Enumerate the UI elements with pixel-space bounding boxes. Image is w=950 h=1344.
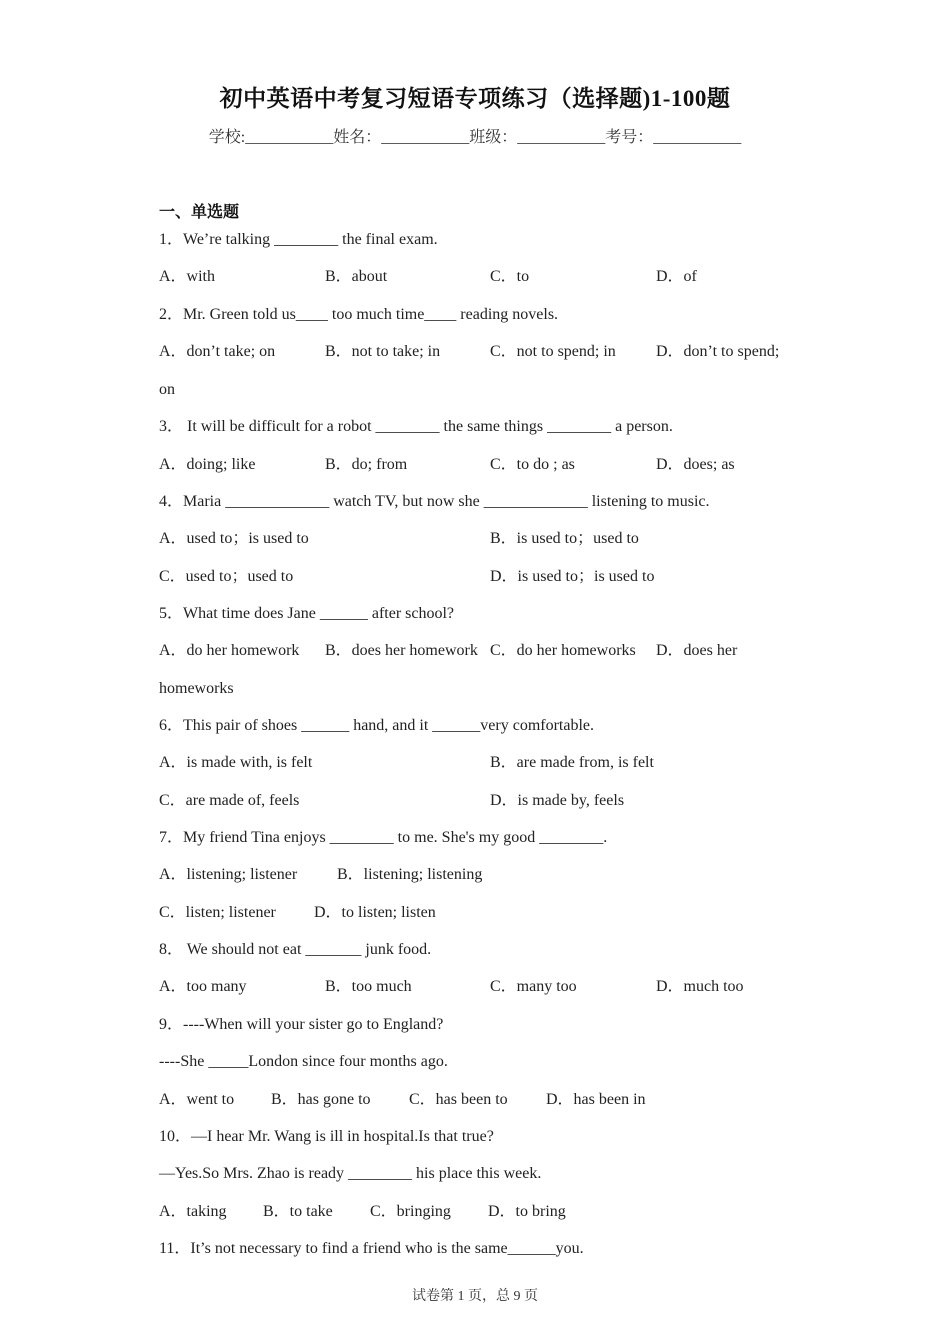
question-9-option-b: B．has gone to <box>271 1091 371 1108</box>
question-1-option-d: D．of <box>656 268 697 285</box>
question-1-stem: 1．We’re talking ________ the final exam. <box>159 231 438 248</box>
question-2-option-b: B．not to take; in <box>325 343 441 360</box>
question-2-option-c: C．not to spend; in <box>490 343 616 360</box>
question-3-stem: 3． It will be difficult for a robot ________ the same things ________ a person. <box>159 418 673 435</box>
question-5-option-c: C．do her homeworks <box>490 642 636 659</box>
question-5-option-d: D．does her <box>656 642 738 659</box>
question-2-option-d: D．don’t to spend; <box>656 343 780 360</box>
question-9-option-d: D．has been in <box>546 1091 646 1108</box>
question-10-stem-line-1: 10．—I hear Mr. Wang is ill in hospital.Is that true? <box>159 1128 494 1145</box>
question-3-option-d: D．does; as <box>656 456 735 473</box>
question-1-option-b: B．about <box>325 268 388 285</box>
question-3-option-c: C．to do ; as <box>490 456 575 473</box>
question-7-option-a: A．listening; listener <box>159 866 298 883</box>
question-5-option-d-wrap: homeworks <box>159 680 234 697</box>
question-4-option-b: B．is used to；used to <box>490 530 639 547</box>
question-6-option-d: D．is made by, feels <box>490 792 625 809</box>
question-9-stem-line-2: ----She _____London since four months ago. <box>159 1053 448 1070</box>
question-7-option-c: C．listen; listener <box>159 904 276 921</box>
question-10-stem-line-2: —Yes.So Mrs. Zhao is ready ________ his place this week. <box>159 1165 542 1182</box>
question-10-option-b: B．to take <box>263 1203 333 1220</box>
question-1-option-c: C．to <box>490 268 530 285</box>
question-8-option-b: B．too much <box>325 978 412 995</box>
question-2-option-a: A．don’t take; on <box>159 343 276 360</box>
question-9-option-a: A．went to <box>159 1091 235 1108</box>
question-8-option-a: A．too many <box>159 978 247 995</box>
question-4-option-a: A．used to；is used to <box>159 530 309 547</box>
question-9-stem-line-1: 9．----When will your sister go to England? <box>159 1016 444 1033</box>
question-11-stem: 11．It’s not necessary to find a friend who is the same______you. <box>159 1240 584 1257</box>
question-4-option-c: C．used to；used to <box>159 568 294 585</box>
question-4-option-d: D．is used to；is used to <box>490 568 655 585</box>
question-10-option-a: A．taking <box>159 1203 227 1220</box>
section-title: 一、单选题 <box>159 204 240 221</box>
question-8-option-d: D．much too <box>656 978 744 995</box>
question-4-stem: 4．Maria _____________ watch TV, but now she _____________ listening to music. <box>159 493 710 510</box>
page-title: 初中英语中考复习短语专项练习（选择题)1-100题 <box>219 86 731 111</box>
page-footer: 试卷第 1 页，总 9 页 <box>412 1289 538 1304</box>
question-10-option-d: D．to bring <box>488 1203 566 1220</box>
question-8-option-c: C．many too <box>490 978 577 995</box>
question-6-option-b: B．are made from, is felt <box>490 754 654 771</box>
question-6-option-c: C．are made of, feels <box>159 792 300 809</box>
question-5-option-b: B．does her homework <box>325 642 478 659</box>
question-6-stem: 6．This pair of shoes ______ hand, and it ______very comfortable. <box>159 717 595 734</box>
question-5-option-a: A．do her homework <box>159 642 300 659</box>
question-7-stem: 7．My friend Tina enjoys ________ to me. She's my good ________. <box>159 829 608 846</box>
question-1-option-a: A．with <box>159 268 216 285</box>
student-info-line: 学校:___________姓名：___________班级：___________考号：___________ <box>208 129 742 146</box>
question-8-stem: 8． We should not eat _______ junk food. <box>159 941 432 958</box>
question-7-option-d: D．to listen; listen <box>314 904 436 921</box>
question-5-stem: 5．What time does Jane ______ after school? <box>159 605 455 622</box>
question-10-option-c: C．bringing <box>370 1203 451 1220</box>
question-9-option-c: C．has been to <box>409 1091 508 1108</box>
question-3-option-a: A．doing; like <box>159 456 256 473</box>
question-6-option-a: A．is made with, is felt <box>159 754 313 771</box>
question-7-option-b: B．listening; listening <box>337 866 483 883</box>
question-2-option-d-wrap: on <box>159 381 175 398</box>
question-3-option-b: B．do; from <box>325 456 408 473</box>
question-2-stem: 2．Mr. Green told us____ too much time____ reading novels. <box>159 306 559 323</box>
